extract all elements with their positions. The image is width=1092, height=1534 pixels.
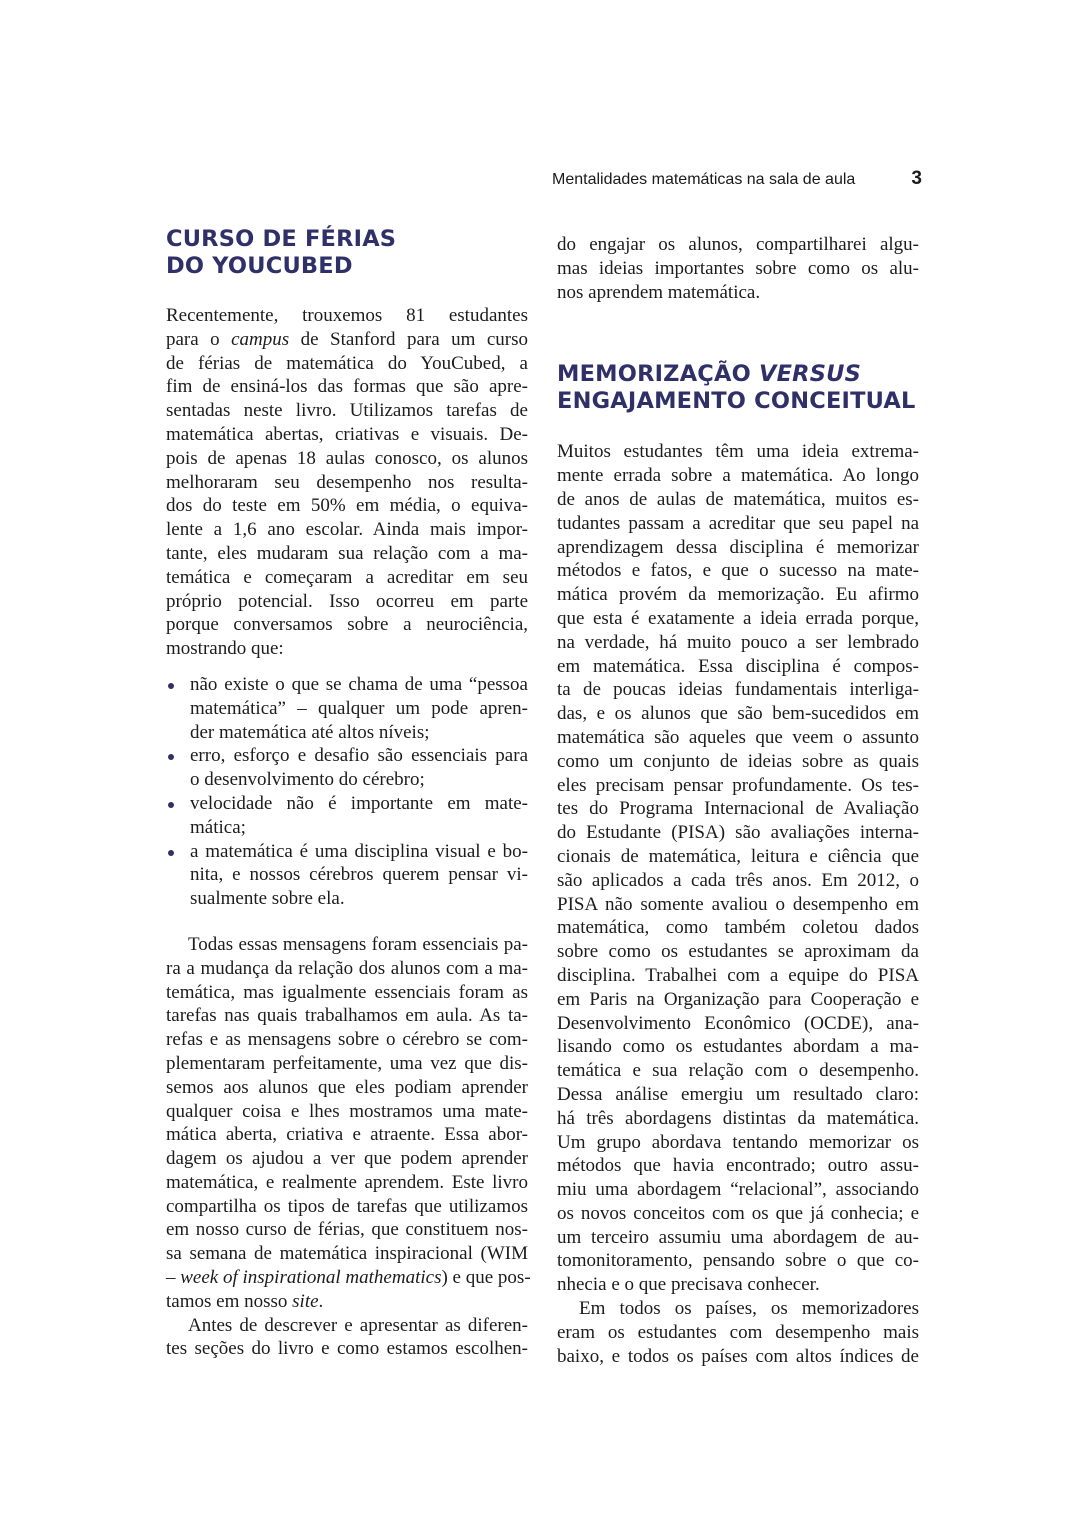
text-line: o desenvolvimento do cérebro;	[190, 769, 425, 791]
text-line: nos aprendem matemática.	[557, 281, 761, 303]
text-line: temática e começaram a acreditar em seu	[166, 566, 528, 588]
text-line-site: tamos em nosso site.	[166, 1290, 324, 1312]
text-line: dagem os ajudou a ver que podem aprender	[166, 1148, 528, 1170]
heading-line	[557, 361, 919, 388]
text-line: melhoraram seu desempenho nos resulta-	[166, 471, 528, 493]
text-line: sa semana de matemática inspiracional (WIM	[166, 1243, 528, 1265]
text-line-campus: para o campus de Stanford para um curso	[166, 328, 528, 350]
text-line: Desenvolvimento Econômico (OCDE), ana-	[557, 1012, 919, 1034]
paragraph-messages	[166, 933, 531, 1314]
text-line: próprio potencial. Isso ocorreu em parte	[166, 590, 528, 612]
text-line: sobre como os estudantes se aproximam da	[557, 941, 919, 963]
text-line: de anos de aulas de matemática, muitos es-	[557, 488, 919, 510]
text-line: tes seções do livro e como estamos escolhen-	[166, 1338, 528, 1360]
section-heading-youcubed	[166, 226, 528, 280]
text-line: fim de ensiná-los das formas que são apre-	[166, 376, 528, 398]
running-header	[552, 168, 922, 190]
text-line: dos do teste em 50% em média, o equiva-	[166, 495, 528, 517]
text-line: mática provém da memorização. Eu afirmo	[557, 584, 919, 606]
heading-line: CURSO DE FÉRIAS	[166, 226, 397, 252]
text-line: Antes de descrever e apresentar as diferen-	[188, 1314, 528, 1336]
text-line: em matemática. Essa disciplina é compos-	[557, 655, 919, 677]
text-line: miu uma abordagem “relacional”, associando	[557, 1179, 919, 1201]
text-line: porque conversamos sobre a neurociência,	[166, 614, 528, 636]
text-line: cionais de matemática, leitura e ciência que	[557, 845, 919, 867]
paragraph-continuation	[557, 233, 919, 304]
text-line: como um conjunto de ideias sobre as quais	[557, 750, 919, 772]
text-line: em nosso curso de férias, que constituem nos-	[166, 1219, 528, 1241]
text-line: ra a mudança da relação dos alunos com a ma-	[166, 957, 528, 979]
right-column	[557, 233, 919, 1368]
heading-line: DO YOUCUBED	[166, 253, 353, 279]
text-line: a matemática é uma disciplina visual e bo-	[190, 840, 528, 862]
text-line: em Paris na Organização para Cooperação e	[557, 988, 919, 1010]
text-line: tante, eles mudaram sua relação com a ma-	[166, 542, 528, 564]
text-line: métodos que havia encontrado; outro assu-	[557, 1155, 919, 1177]
text-line: ta de poucas ideias fundamentais interliga-	[557, 679, 919, 701]
text-line: Um grupo abordava tentando memorizar os	[557, 1131, 919, 1153]
text-line-wim: – week of inspirational mathematics) e que pos-	[166, 1267, 531, 1289]
text-line: disciplina. Trabalhei com a equipe do PISA	[557, 964, 919, 986]
text-line: na verdade, há muito pouco a ser lembrado	[557, 631, 919, 653]
paragraph-intro	[166, 304, 528, 661]
left-column	[166, 226, 531, 1361]
bullet-item	[166, 840, 528, 911]
text-line: PISA não somente avaliou o desempenho em	[557, 893, 919, 915]
text-line: do Estudante (PISA) são avaliações interna-	[557, 822, 919, 844]
text-line: mostrando que:	[166, 638, 284, 660]
text-line: Muitos estudantes têm uma ideia extrema-	[557, 441, 919, 463]
text-line: mática;	[190, 816, 246, 838]
text-line: refas e as mensagens sobre o cérebro se com-	[166, 1029, 528, 1051]
text-line: são aplicados a cada três anos. Em 2012, o	[557, 869, 919, 891]
running-title: Mentalidades matemáticas na sala de aula	[552, 171, 856, 188]
heading-line: ENGAJAMENTO CONCEITUAL	[557, 388, 916, 415]
text-line: sualmente sobre ela.	[190, 888, 345, 910]
text-line: Dessa análise emergiu um resultado claro:	[557, 1083, 919, 1105]
text-line: que esta é exatamente a ideia errada porque,	[557, 607, 919, 629]
text-line: pois de apenas 18 aulas conosco, os alunos	[166, 447, 528, 469]
page-number: 3	[911, 168, 922, 189]
text-line: lisando como os estudantes abordam a ma-	[557, 1036, 919, 1058]
paragraph-countries	[557, 1297, 919, 1368]
text-line: tomonitoramento, pensando sobre o que co-	[557, 1250, 919, 1272]
text-line: velocidade não é importante em mate-	[190, 792, 528, 814]
text-line: não existe o que se chama de uma “pessoa	[190, 673, 528, 695]
text-line: qualquer coisa e lhes mostramos uma mate-	[166, 1100, 528, 1122]
text-line: mática aberta, criativa e atraente. Essa abor-	[166, 1124, 528, 1146]
text-line: de férias de matemática do YouCubed, a	[166, 352, 528, 374]
text-line: nhecia e o que precisava conhecer.	[557, 1274, 820, 1296]
text-line: matemática, como também coletou dados	[557, 917, 919, 939]
text-line: tarefas nas quais trabalhamos em aula. As ta-	[166, 1005, 528, 1027]
paragraph-misconception	[557, 440, 919, 1297]
text-line: temática, mas igualmente essenciais foram as	[166, 981, 528, 1003]
text-line: nita, e nossos cérebros querem pensar vi-	[190, 864, 528, 886]
bullet-item	[166, 673, 528, 744]
text-line: Em todos os países, os memorizadores	[579, 1298, 919, 1320]
bullet-list	[166, 673, 528, 911]
text-line: tes do Programa Internacional de Avaliação	[557, 798, 919, 820]
text-line: matemática, e realmente aprendem. Este livro	[166, 1171, 528, 1193]
text-line: compartilha os tipos de tarefas que utilizamos	[166, 1195, 528, 1217]
text-line: der matemática até altos níveis;	[190, 721, 430, 743]
bullet-item	[166, 792, 528, 840]
text-line: das, e os alunos que são bem-sucedidos em	[557, 703, 919, 725]
text-line: mente errada sobre a matemática. Ao longo	[557, 465, 919, 487]
heading-emphasis: VERSUS	[759, 361, 861, 388]
text-line: lente a 1,6 ano escolar. Ainda mais impor-	[166, 519, 528, 541]
text-line: eles precisam pensar profundamente. Os tes-	[557, 774, 919, 796]
text-line: do engajar os alunos, compartilharei algu-	[557, 234, 919, 255]
bullet-item	[166, 744, 528, 792]
text-line: Recentemente, trouxemos 81 estudantes	[166, 305, 528, 326]
text-line: plementaram perfeitamente, uma vez que dis-	[166, 1052, 528, 1074]
text-line: temática e sua relação com o desempenho.	[557, 1060, 919, 1082]
text-line: erro, esforço e desafio são essenciais para	[190, 745, 528, 767]
text-line: matemática abertas, criativas e visuais. De-	[166, 423, 528, 445]
text-line: os novos conceitos com os que já conhecia; e	[557, 1202, 919, 1224]
text-line: Todas essas mensagens foram essenciais pa-	[188, 933, 528, 955]
text-line: aprendizagem dessa disciplina é memorizar	[557, 536, 919, 558]
text-line: há três abordagens distintas da matemática.	[557, 1107, 919, 1129]
text-line: um terceiro assumiu uma abordagem de au-	[557, 1226, 919, 1248]
text-line: baixo, e todos os países com altos índices de	[557, 1345, 919, 1367]
text-line: tudantes passam a acreditar que seu papel na	[557, 512, 919, 534]
text-line: semos aos alunos que eles podiam aprender	[166, 1076, 528, 1098]
text-line: eram os estudantes com desempenho mais	[557, 1321, 919, 1343]
text-line: mas ideias importantes sobre como os alu-	[557, 257, 919, 279]
paragraph-before	[166, 1314, 528, 1362]
text-line: matemática” – qualquer um pode apren-	[190, 697, 528, 719]
text-line: sentadas neste livro. Utilizamos tarefas de	[166, 400, 528, 422]
heading-text: MEMORIZAÇÃO	[557, 361, 759, 388]
text-line: matemática são aqueles que veem o assunto	[557, 726, 919, 748]
section-heading-memorization	[557, 361, 919, 415]
text-line: métodos e fatos, e que o sucesso na mate-	[557, 560, 919, 582]
